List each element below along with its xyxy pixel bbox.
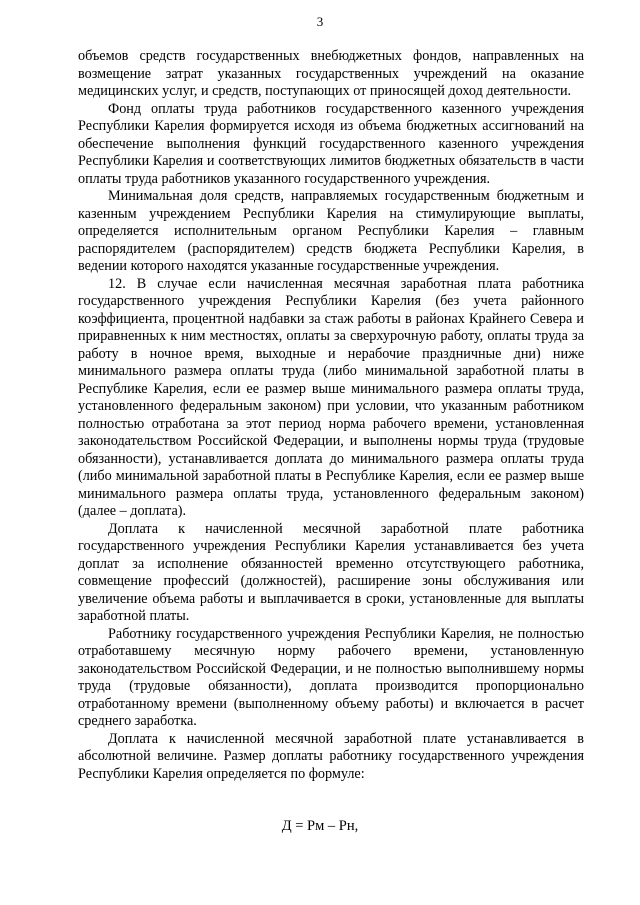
page-number: 3	[316, 14, 324, 29]
document-body	[78, 48, 584, 783]
formula: Д = Рм – Рн,	[281, 818, 359, 834]
paragraph-item-12: 12. В случае если начисленная месячная заработная плата работника государственного учреждения Республики Карелия (без учета районного коэффициента, процентной надбавки за стаж работы в районах Крайнего Севера и приравненных к ним местностях, оплаты за сверхурочную работу, оплаты труда за работу в ночное время, выходные и нерабочие праздничные дни) ниже минимального размера оплаты труда (либо минимальной заработной платы в Республике Карелия, если ее размер выше минимального размера оплаты труда, установленного федеральным законом) при условии, что указанным работником полностью отработана за этот период норма рабочего времени, установленная законодательством Российской Федерации, и выполнены нормы труда (трудовые обязанности), устанавливается доплата до минимального размера оплаты труда (либо минимальной заработной платы в Республике Карелия, если ее размер выше минимального размера оплаты труда, установленного федеральным законом) (далее – доплата).	[78, 275, 584, 519]
paragraph-payroll-fund: Фонд оплаты труда работников государственного казенного учреждения Республики Карелия формируется исходя из объема бюджетных ассигнований на обеспечение выполнения функций государственного казенного учреждения Республики Карелия и соответствующих лимитов бюджетных обязательств в части оплаты труда работников указанного государственного учреждения.	[78, 100, 584, 187]
paragraph-formula-intro: Доплата к начисленной месячной заработной плате устанавливается в абсолютной величине. Размер доплаты работнику государственного учреждения Республики Карелия определяется по формуле:	[78, 730, 584, 782]
paragraph-partial-norm: Работнику государственного учреждения Республики Карелия, не полностью отработавшему месячную норму рабочего времени, установленную законодательством Российской Федерации, и не полностью выполнившему нормы труда (трудовые обязанности), доплата производится пропорционально отработанному времени (выполненному объему работы) и включается в расчет среднего заработка.	[78, 625, 584, 729]
paragraph-supplement-exclusions: Доплата к начисленной месячной заработной плате работника государственного учреждения Республики Карелия устанавливается без учета доплат за исполнение обязанностей временно отсутствующего работника, совмещение профессий (должностей), расширение зоны обслуживания или увеличение объема работы и выплачивается в сроки, установленные для выплаты заработной платы.	[78, 520, 584, 624]
paragraph-continuation: объемов средств государственных внебюджетных фондов, направленных на возмещение затрат указанных государственных учреждений на оказание медицинских услуг, и средств, поступающих от приносящей доход деятельности.	[78, 48, 584, 99]
paragraph-incentive-share: Минимальная доля средств, направляемых государственным бюджетным и казенным учреждением Республики Карелия на стимулирующие выплаты, определяется исполнительным органом Республики Карелия – главным распорядителем (распорядителем) средств бюджета Республики Карелия, в ведении которого находятся указанные государственные учреждения.	[78, 188, 584, 274]
